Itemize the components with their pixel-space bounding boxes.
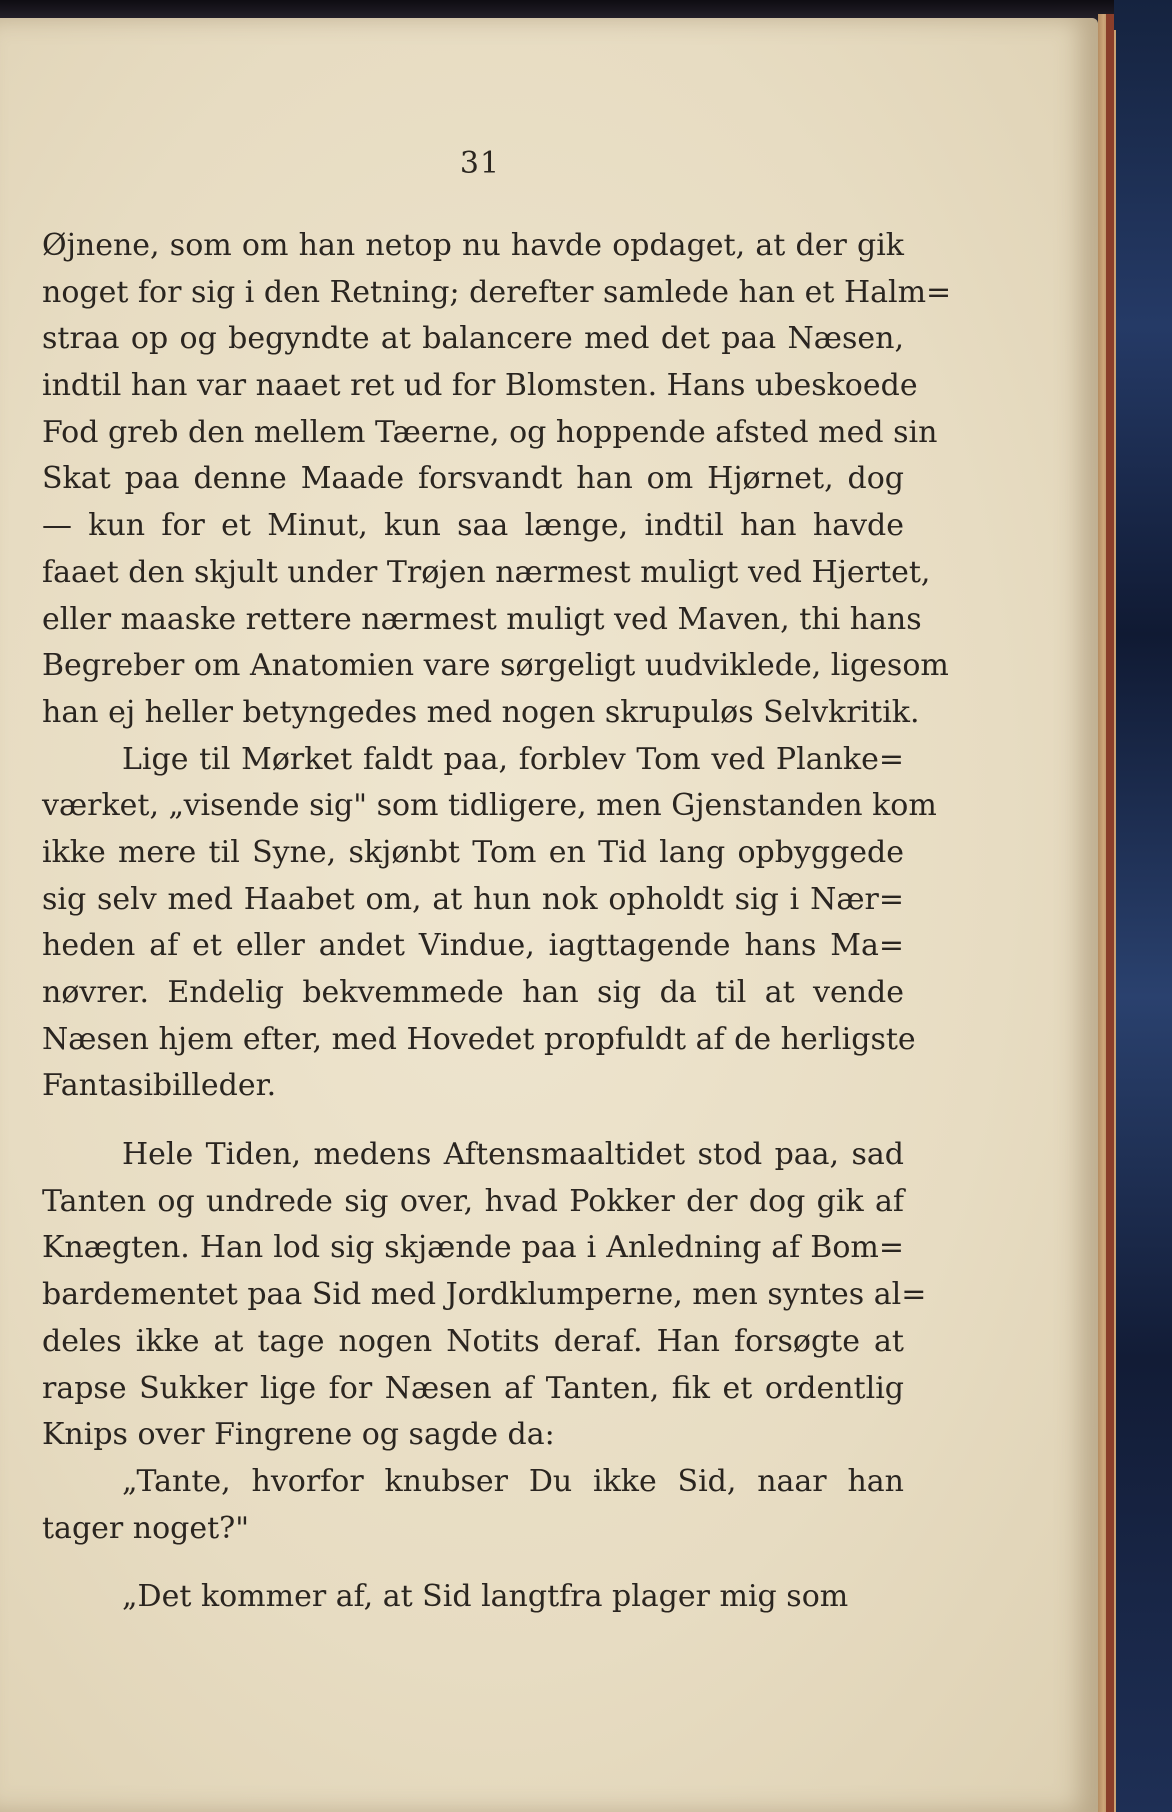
text-line: eller maaske rettere nærmest muligt ved Maven, thi hans [42, 601, 922, 637]
text-line: noget for sig i den Retning; derefter samlede han et Halm= [42, 274, 952, 310]
text-line: „Tante, hvorfor knubser Du ikke Sid, naar han [122, 1463, 904, 1499]
text-line: sig selv med Haabet om, at hun nok opholdt sig i Nær= [42, 881, 904, 917]
text-line: nøvrer. Endelig bekvemmede han sig da til at vende [42, 975, 904, 1010]
text-line: Fod greb den mellem Tæerne, og hoppende afsted med sin [42, 414, 938, 450]
page [0, 18, 1098, 1812]
text-line: han ej heller betyngedes med nogen skrupuløs Selvkritik. [42, 694, 920, 730]
text-line: — kun for et Minut, kun saa længe, indtil han havde [42, 508, 904, 544]
text-line: Skat paa denne Maade forsvandt han om Hjørnet, dog [42, 461, 904, 497]
text-line: Lige til Mørket faldt paa, forblev Tom ved Planke= [122, 741, 904, 777]
spine-strip [1106, 14, 1114, 1812]
text-line: faaet den skjult under Trøjen nærmest muligt ved Hjertet, [42, 554, 931, 590]
text-line: Knægten. Han lod sig skjænde paa i Anledning af Bom= [42, 1230, 904, 1266]
text-line: bardementet paa Sid med Jordklumperne, men syntes al= [42, 1277, 927, 1313]
text-line: værket, „visende sig" som tidligere, men Gjenstanden kom [42, 788, 937, 824]
text-line: Hele Tiden, medens Aftensmaaltidet stod paa, sad [122, 1137, 904, 1173]
text-line: Fantasibilleder. [42, 1068, 277, 1104]
text-line: Tanten og undrede sig over, hvad Pokker der dog gik af [42, 1183, 904, 1219]
text-line: indtil han var naaet ret ud for Blomsten. Hans ubeskoede [42, 368, 918, 404]
text-line: rapse Sukker lige for Næsen af Tanten, fik et ordentlig [42, 1370, 904, 1406]
text-line: ikke mere til Syne, skjønbt Tom en Tid lang opbyggede [42, 834, 904, 870]
text-line: straa op og begyndte at balancere med det paa Næsen, [42, 321, 904, 357]
text-line: deles ikke at tage nogen Notits deraf. Han forsøgte at [42, 1323, 904, 1359]
text-line: Begreber om Anatomien vare sørgeligt uudviklede, ligesom [42, 648, 949, 684]
text-line: heden af et eller andet Vindue, iagttagende hans Ma= [42, 928, 904, 964]
text-line: „Det kommer af, at Sid langtfra plager mig som [122, 1579, 849, 1615]
text-line: Knips over Fingrene og sagde da: [42, 1417, 555, 1453]
body-text [42, 223, 952, 1621]
page-number: 31 [459, 146, 501, 181]
text-line: Øjnene, som om han netop nu havde opdaget, at der gik [42, 228, 904, 263]
text-line: tager noget?" [42, 1510, 250, 1546]
text-line: Næsen hjem efter, med Hovedet propfuldt af de herligste [42, 1021, 916, 1057]
book-cover [1114, 0, 1172, 1812]
